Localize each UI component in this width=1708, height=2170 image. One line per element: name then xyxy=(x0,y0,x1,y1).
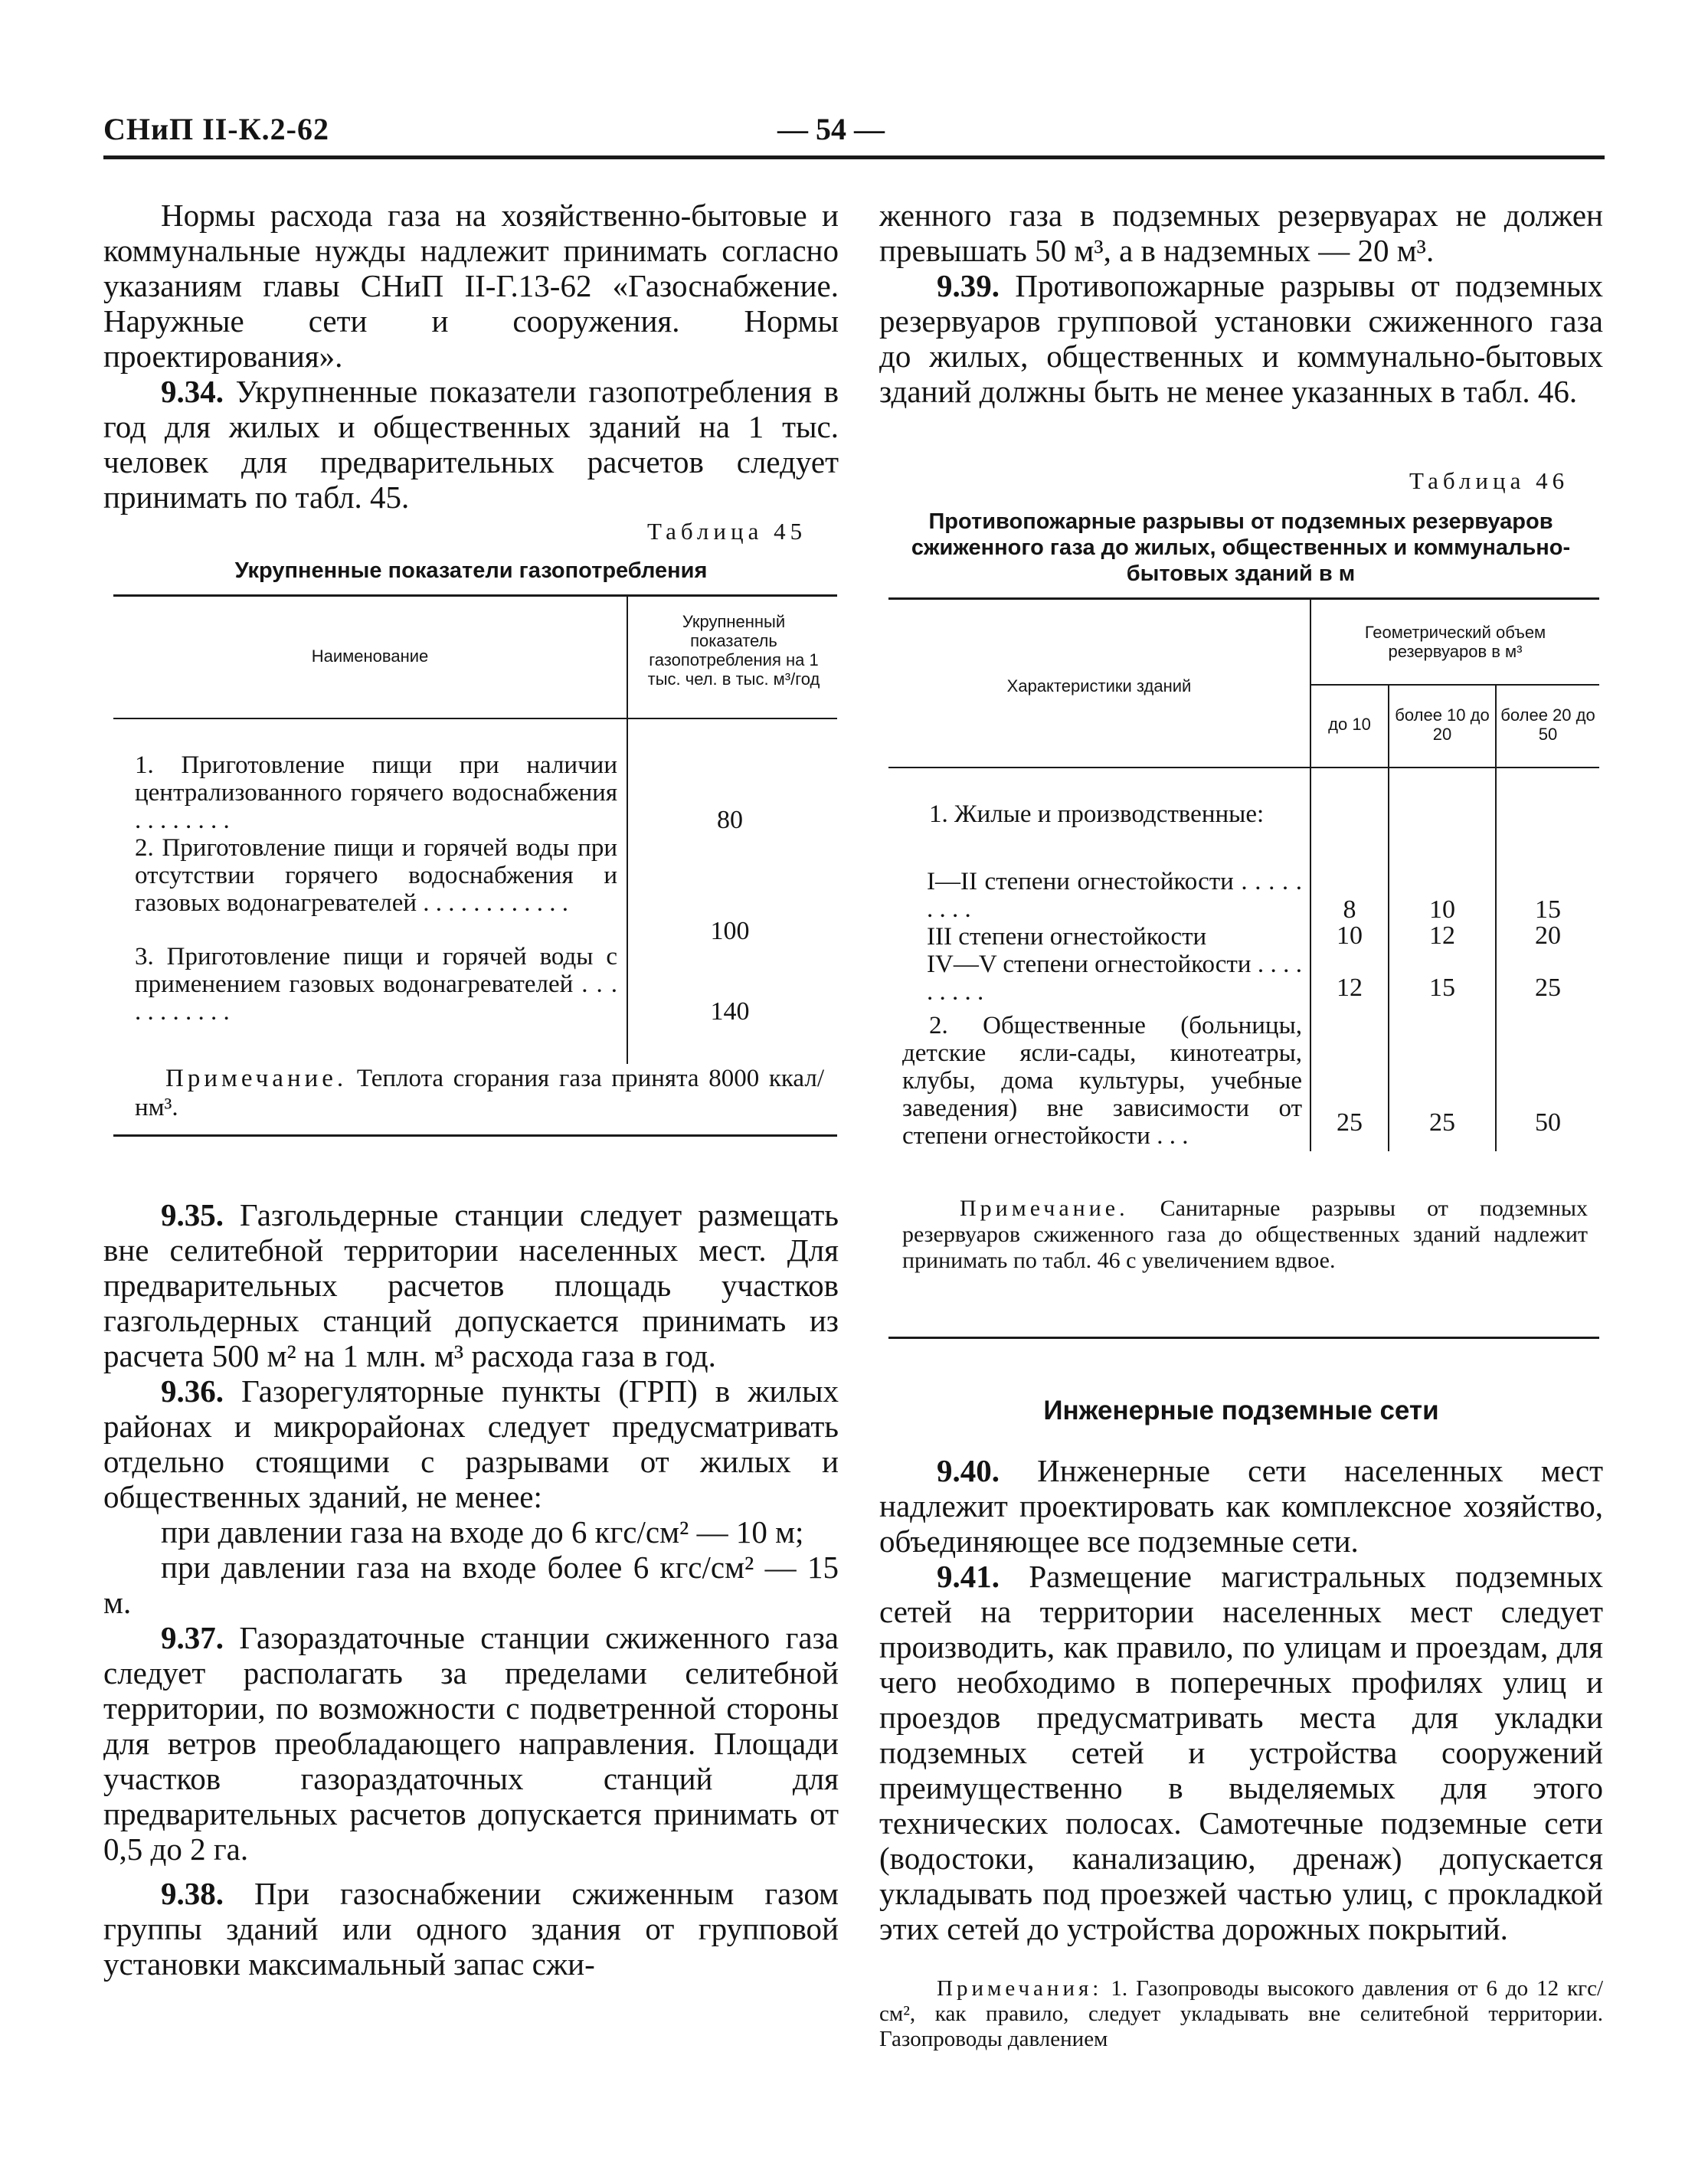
table45-caption: Таблица 45 xyxy=(647,518,807,545)
clause-text: Газораздаточные станции сжиженного газа следует располагать за пределами селитебной территории, по возможности с подветренной стороны для ветров преобладающего направления. Площади участков газораздаточных станций для предварительных расчетов допускается принимать от 0,5 до 2 га. xyxy=(103,1620,839,1867)
table46-row-1-label: I—II степени огнестойкости . . . . . . . . . xyxy=(927,868,1302,923)
clause-number: 9.34. xyxy=(161,374,224,409)
paragraph-9-36 xyxy=(103,1373,839,1514)
table46-row-2-label: III степени огнестойкости xyxy=(927,923,1207,951)
table46-row-3-label: IV—V степени огнестойкости . . . . . . . . . xyxy=(927,951,1302,1006)
table45 xyxy=(113,594,837,1137)
table45-col-divider xyxy=(627,597,628,1064)
table46-row-4-value-1: 25 xyxy=(1337,1108,1363,1137)
right-column-top xyxy=(879,198,1603,409)
table46-row-4-value-2: 25 xyxy=(1429,1108,1455,1137)
paragraph-intro: Нормы расхода газа на хозяйственно-бытовые и коммунальные нужды надлежит принимать согласно указаниям главы СНиП II-Г.13-62 «Газоснабжение. Наружные сети и сооружения. Нормы проектирования». xyxy=(103,198,839,374)
table45-title: Укрупненные показатели газопотребления xyxy=(234,558,708,583)
clause-number: 9.40. xyxy=(937,1453,1000,1488)
table46-caption: Таблица 46 xyxy=(1409,467,1569,494)
table45-col1-header: Наименование xyxy=(311,646,429,666)
clause-text: Газорегуляторные пункты (ГРП) в жилых районах и микрорайонах следует предусматривать отдельно стоящими с разрывами от жилых и общественных зданий, не менее: xyxy=(103,1373,839,1514)
table46-row-2-value-2: 12 xyxy=(1429,921,1455,950)
table46 xyxy=(888,597,1599,1339)
clause-number: 9.35. xyxy=(161,1197,224,1232)
clause-text: Газгольдерные станции следует размещать вне селитебной территории населенных мест. Для предварительных расчетов площадь участков газгольдерных станций допускается принимать из расчета 500 м² на 1 млн. м³ расхода газа в год. xyxy=(103,1197,839,1373)
table45-row-2-label: 2. Приготовление пищи и горячей воды при отсутствии горячего водоснабжения и газовых водонагревателей . . . . . . . . . . . . xyxy=(135,834,617,917)
table46-row-1-value-3: 15 xyxy=(1535,895,1561,924)
footnote xyxy=(879,1976,1603,2052)
table46-subheader-2: более 10 до 20 xyxy=(1395,705,1490,744)
right-column-bottom xyxy=(879,1453,1603,1946)
table45-note xyxy=(135,1064,824,1122)
paragraph-9-37 xyxy=(103,1620,839,1867)
table45-row-3-label: 3. Приготовление пищи и горячей воды с применением газовых водонагревателей . . . . . . . . . . . xyxy=(135,943,617,1026)
paragraph-9-38 xyxy=(103,1876,839,1982)
note-text: Санитарные разрывы от подземных резервуаров сжиженного газа до общественных зданий надлежит принимать по табл. 46 с увеличением вдвое. xyxy=(902,1196,1589,1273)
table46-row-3-value-1: 12 xyxy=(1337,974,1363,1002)
paragraph-9-39 xyxy=(879,268,1603,409)
table46-row-3-value-2: 15 xyxy=(1429,974,1455,1002)
table46-row-4-value-3: 50 xyxy=(1535,1108,1561,1137)
paragraph-9-35 xyxy=(103,1197,839,1373)
footnote-text: 1. Газопроводы высокого давления от 6 до 12 кгс/см², как правило, следует укладывать вне селитебной территории. Газопроводы давлением xyxy=(879,1976,1604,2051)
table45-col2-header: Укрупненный показатель газопотребления на 1 тыс. чел. в тыс. м³/год xyxy=(647,612,820,689)
clause-number: 9.41. xyxy=(937,1559,1000,1594)
clause-text: При газоснабжении сжиженным газом группы зданий или одного здания от групповой установки максимальный запас сжи- xyxy=(103,1876,839,1982)
table46-subheader-3: более 20 до 50 xyxy=(1500,705,1595,744)
section-heading: Инженерные подземные сети xyxy=(1043,1396,1439,1425)
clause-number: 9.39. xyxy=(937,268,1000,303)
table46-group-rule xyxy=(1310,684,1599,686)
document-code: СНиП II-К.2-62 xyxy=(103,112,329,146)
table46-group-header: Геометрический объем резервуаров в м³ xyxy=(1364,623,1546,661)
page-number: — 54 — xyxy=(777,112,885,146)
clause-text: Инженерные сети населенных мест надлежит проектировать как комплексное хозяйство, объединяющее все подземные сети. xyxy=(879,1453,1603,1559)
paragraph-9-36-a: при давлении газа на входе до 6 кгс/см² — 10 м; xyxy=(161,1514,804,1550)
clause-text: Укрупненные показатели газопотребления в год для жилых и общественных зданий на 1 тыс. человек для предварительных расчетов следует принимать по табл. 45. xyxy=(103,374,839,515)
note-label: Примечание. xyxy=(960,1196,1129,1221)
clause-number: 9.36. xyxy=(161,1373,224,1409)
table46-note xyxy=(902,1196,1588,1274)
table46-row-1-value-2: 10 xyxy=(1429,895,1455,924)
table46-row-2-value-1: 10 xyxy=(1337,921,1363,950)
table46-subheader-1: до 10 xyxy=(1328,715,1371,734)
paragraph-continued: женного газа в подземных резервуарах не должен превышать 50 м³, а в надземных — 20 м³. xyxy=(879,198,1603,268)
clause-text: Противопожарные разрывы от подземных резервуаров групповой установки сжиженного газа до жилых, общественных и коммунально-бытовых зданий должны быть не менее указанных в табл. 46. xyxy=(879,268,1603,409)
table45-row-3-value: 140 xyxy=(710,997,750,1026)
table46-group1-label: 1. Жилые и производственные: xyxy=(929,800,1265,828)
table45-row-1-label: 1. Приготовление пищи при наличии централизованного горячего водоснабжения . . . . . . . . xyxy=(135,751,617,834)
table45-header-rule xyxy=(113,718,837,719)
paragraph-9-40 xyxy=(879,1453,1603,1559)
table45-row-1-value: 80 xyxy=(717,806,743,834)
table46-title: Противопожарные разрывы от подземных резервуаров сжиженного газа до жилых, общественных и коммунально-бытовых зданий в м xyxy=(911,509,1571,586)
note-label: Примечание. xyxy=(165,1065,348,1092)
left-column-top xyxy=(103,198,839,515)
table46-row-2-value-3: 20 xyxy=(1535,921,1561,950)
table45-row-2-value: 100 xyxy=(710,917,750,945)
table46-divider-1 xyxy=(1310,600,1311,1151)
paragraph-9-36-b: при давлении газа на входе более 6 кгс/см² — 15 м. xyxy=(103,1550,839,1620)
clause-number: 9.37. xyxy=(161,1620,224,1655)
footnote-label: Примечания: xyxy=(937,1976,1103,2001)
table46-row-4-label: 2. Общественные (больницы, детские ясли-сады, кинотеатры, клубы, дома культуры, учебные заведения) вне зависимости от степени огнестойкости . . . xyxy=(902,1012,1302,1150)
table46-row-3-value-3: 25 xyxy=(1535,974,1561,1002)
note-text: Теплота сгорания газа принята 8000 ккал/нм³. xyxy=(135,1065,825,1121)
table46-col1-header: Характеристики зданий xyxy=(1006,676,1192,696)
header-rule xyxy=(103,155,1605,159)
clause-number: 9.38. xyxy=(161,1876,224,1911)
table46-header-rule xyxy=(888,767,1599,768)
clause-text: Размещение магистральных подземных сетей на территории населенных мест следует производить, как правило, по улицам и проездам, для чего необходимо в поперечных профилях улиц и проездов предусматривать места для укладки подземных сетей и устройства сооружений преимущественно в выделяемых для этого технических полосах. Самотечные подземные сети (водостоки, канализацию, дренаж) допускается укладывать под проезжей частью улиц, с прокладкой этих сетей до устройства дорожных покрытий. xyxy=(879,1559,1604,1946)
paragraph-9-34 xyxy=(103,374,839,515)
left-column-bottom xyxy=(103,1197,839,1982)
table46-row-1-value-1: 8 xyxy=(1343,895,1356,924)
paragraph-9-41 xyxy=(879,1559,1603,1946)
